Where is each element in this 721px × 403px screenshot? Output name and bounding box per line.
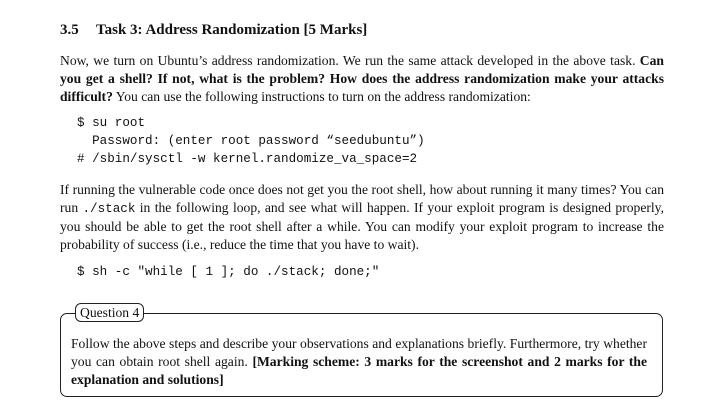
inline-code: ./stack <box>82 202 136 216</box>
code-block-loop <box>77 263 379 281</box>
section-number: 3.5 <box>60 22 79 38</box>
question-label: Question 4 <box>75 303 144 322</box>
intro-question: Can you get a shell? If not, what is the problem? How does the address randomization make your attacks difficult? <box>60 53 664 104</box>
code-line: # /sbin/sysctl -w kernel.randomize_va_space=2 <box>77 152 418 166</box>
section-heading <box>60 22 367 39</box>
intro-text: Now, we turn on Ubuntu’s address randomization. We run the same attack developed in the above task. <box>60 53 636 68</box>
marking-scheme: [Marking scheme: 3 marks for the screenshot and 2 marks for the explanation and solutions] <box>71 354 648 387</box>
loop-text: If running the vulnerable code once does not get you the root shell, how about running it many times? You can run <box>60 182 664 215</box>
code-line: Password: (enter root password “seedubuntu”) <box>77 134 425 148</box>
code-block-randomization <box>77 114 425 168</box>
section-title: Task 3: Address Randomization [5 Marks] <box>96 22 368 38</box>
loop-paragraph <box>60 181 664 254</box>
code-line: $ sh -c "while [ 1 ]; do ./stack; done;" <box>77 265 380 279</box>
intro-paragraph <box>60 52 664 106</box>
question-text <box>71 335 647 389</box>
question-body: Follow the above steps and describe your observations and explanations briefly. Furthermore, try whether you can obtain root shell again. <box>71 336 647 369</box>
code-line: $ su root <box>77 116 146 130</box>
loop-text-end: in the following loop, and see what will happen. If your exploit program is designed properly, you should be able to get the root shell after a while. You can modify your exploit program to increase the probability of success (i.e., reduce the time that you have to wait). <box>60 200 664 252</box>
intro-text-end: You can use the following instructions to turn on the address randomization: <box>112 89 531 104</box>
